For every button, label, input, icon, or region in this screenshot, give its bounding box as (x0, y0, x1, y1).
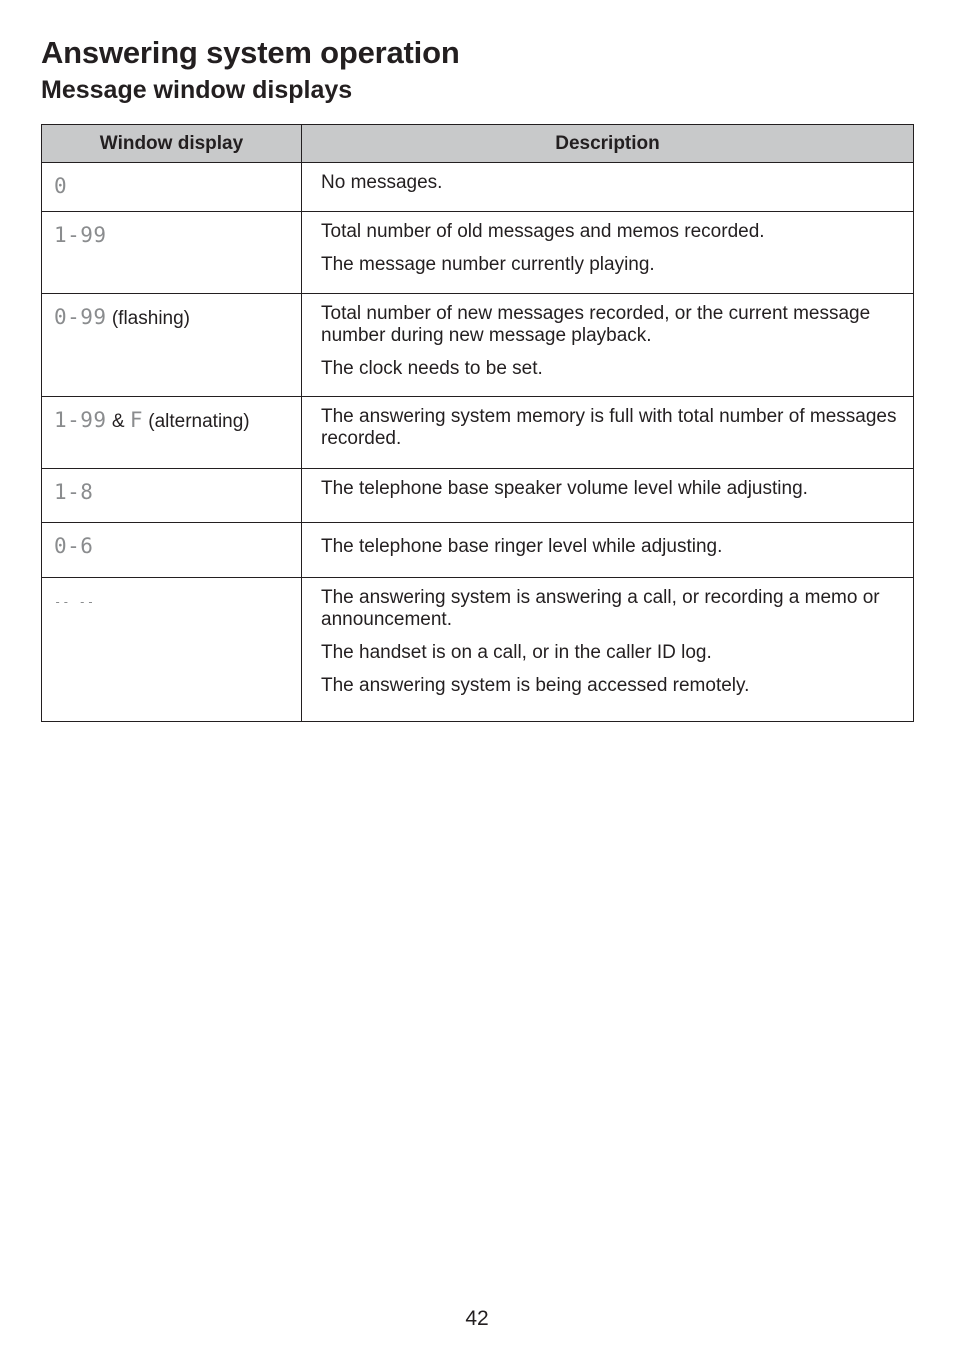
description-text: The handset is on a call, or in the caller ID log. (321, 642, 712, 663)
table-row (42, 523, 914, 578)
description-text: No messages. (321, 172, 443, 193)
description-cell (302, 163, 914, 212)
window-display-cell (42, 294, 302, 397)
lcd-display-full-indicator: F (129, 408, 143, 432)
column-header-description: Description (302, 125, 914, 163)
display-note: (alternating) (142, 411, 250, 432)
description-text: Total number of new messages recorded, or the current message number during new message playback. (321, 303, 871, 346)
message-window-table (41, 124, 914, 722)
page-number: 42 (465, 1307, 489, 1330)
window-display-cell (42, 523, 302, 578)
description-cell (302, 294, 914, 397)
description-cell (302, 523, 914, 578)
description-cell (302, 397, 914, 469)
description-text: The answering system is being accessed remotely. (321, 675, 750, 696)
section-subtitle: Message window displays (41, 76, 353, 104)
table-row (42, 294, 914, 397)
description-cell (302, 578, 914, 722)
lcd-display-value: 0 (54, 174, 68, 198)
description-cell (302, 469, 914, 523)
table-row (42, 212, 914, 294)
lcd-display-value: 0-99 (54, 305, 107, 329)
window-display-cell (42, 397, 302, 469)
description-cell (302, 212, 914, 294)
window-display-cell (42, 578, 302, 722)
lcd-display-value: 1-99 (54, 223, 107, 247)
window-display-cell (42, 469, 302, 523)
window-display-cell (42, 212, 302, 294)
window-display-cell (42, 163, 302, 212)
page-title: Answering system operation (41, 35, 460, 70)
column-header-window-display: Window display (42, 125, 302, 163)
lcd-display-value: -- -- (54, 595, 96, 609)
description-text: The telephone base speaker volume level while adjusting. (321, 478, 808, 499)
table-row (42, 163, 914, 212)
lcd-display-value: 1-99 (54, 408, 107, 432)
table-row (42, 578, 914, 722)
table-row (42, 469, 914, 523)
display-note: (flashing) (106, 308, 190, 329)
description-text: The telephone base ringer level while adjusting. (321, 536, 723, 557)
table-header-row (42, 125, 914, 163)
description-text: The message number currently playing. (321, 254, 655, 275)
description-text: The answering system is answering a call, or recording a memo or announcement. (321, 587, 880, 630)
lcd-display-value: 1-8 (54, 480, 94, 504)
description-text: The answering system memory is full with total number of messages recorded. (321, 406, 897, 449)
display-conjunction: & (106, 411, 130, 432)
description-text: Total number of old messages and memos recorded. (321, 221, 765, 242)
table-row (42, 397, 914, 469)
lcd-display-value: 0-6 (54, 534, 94, 558)
description-text: The clock needs to be set. (321, 358, 543, 379)
